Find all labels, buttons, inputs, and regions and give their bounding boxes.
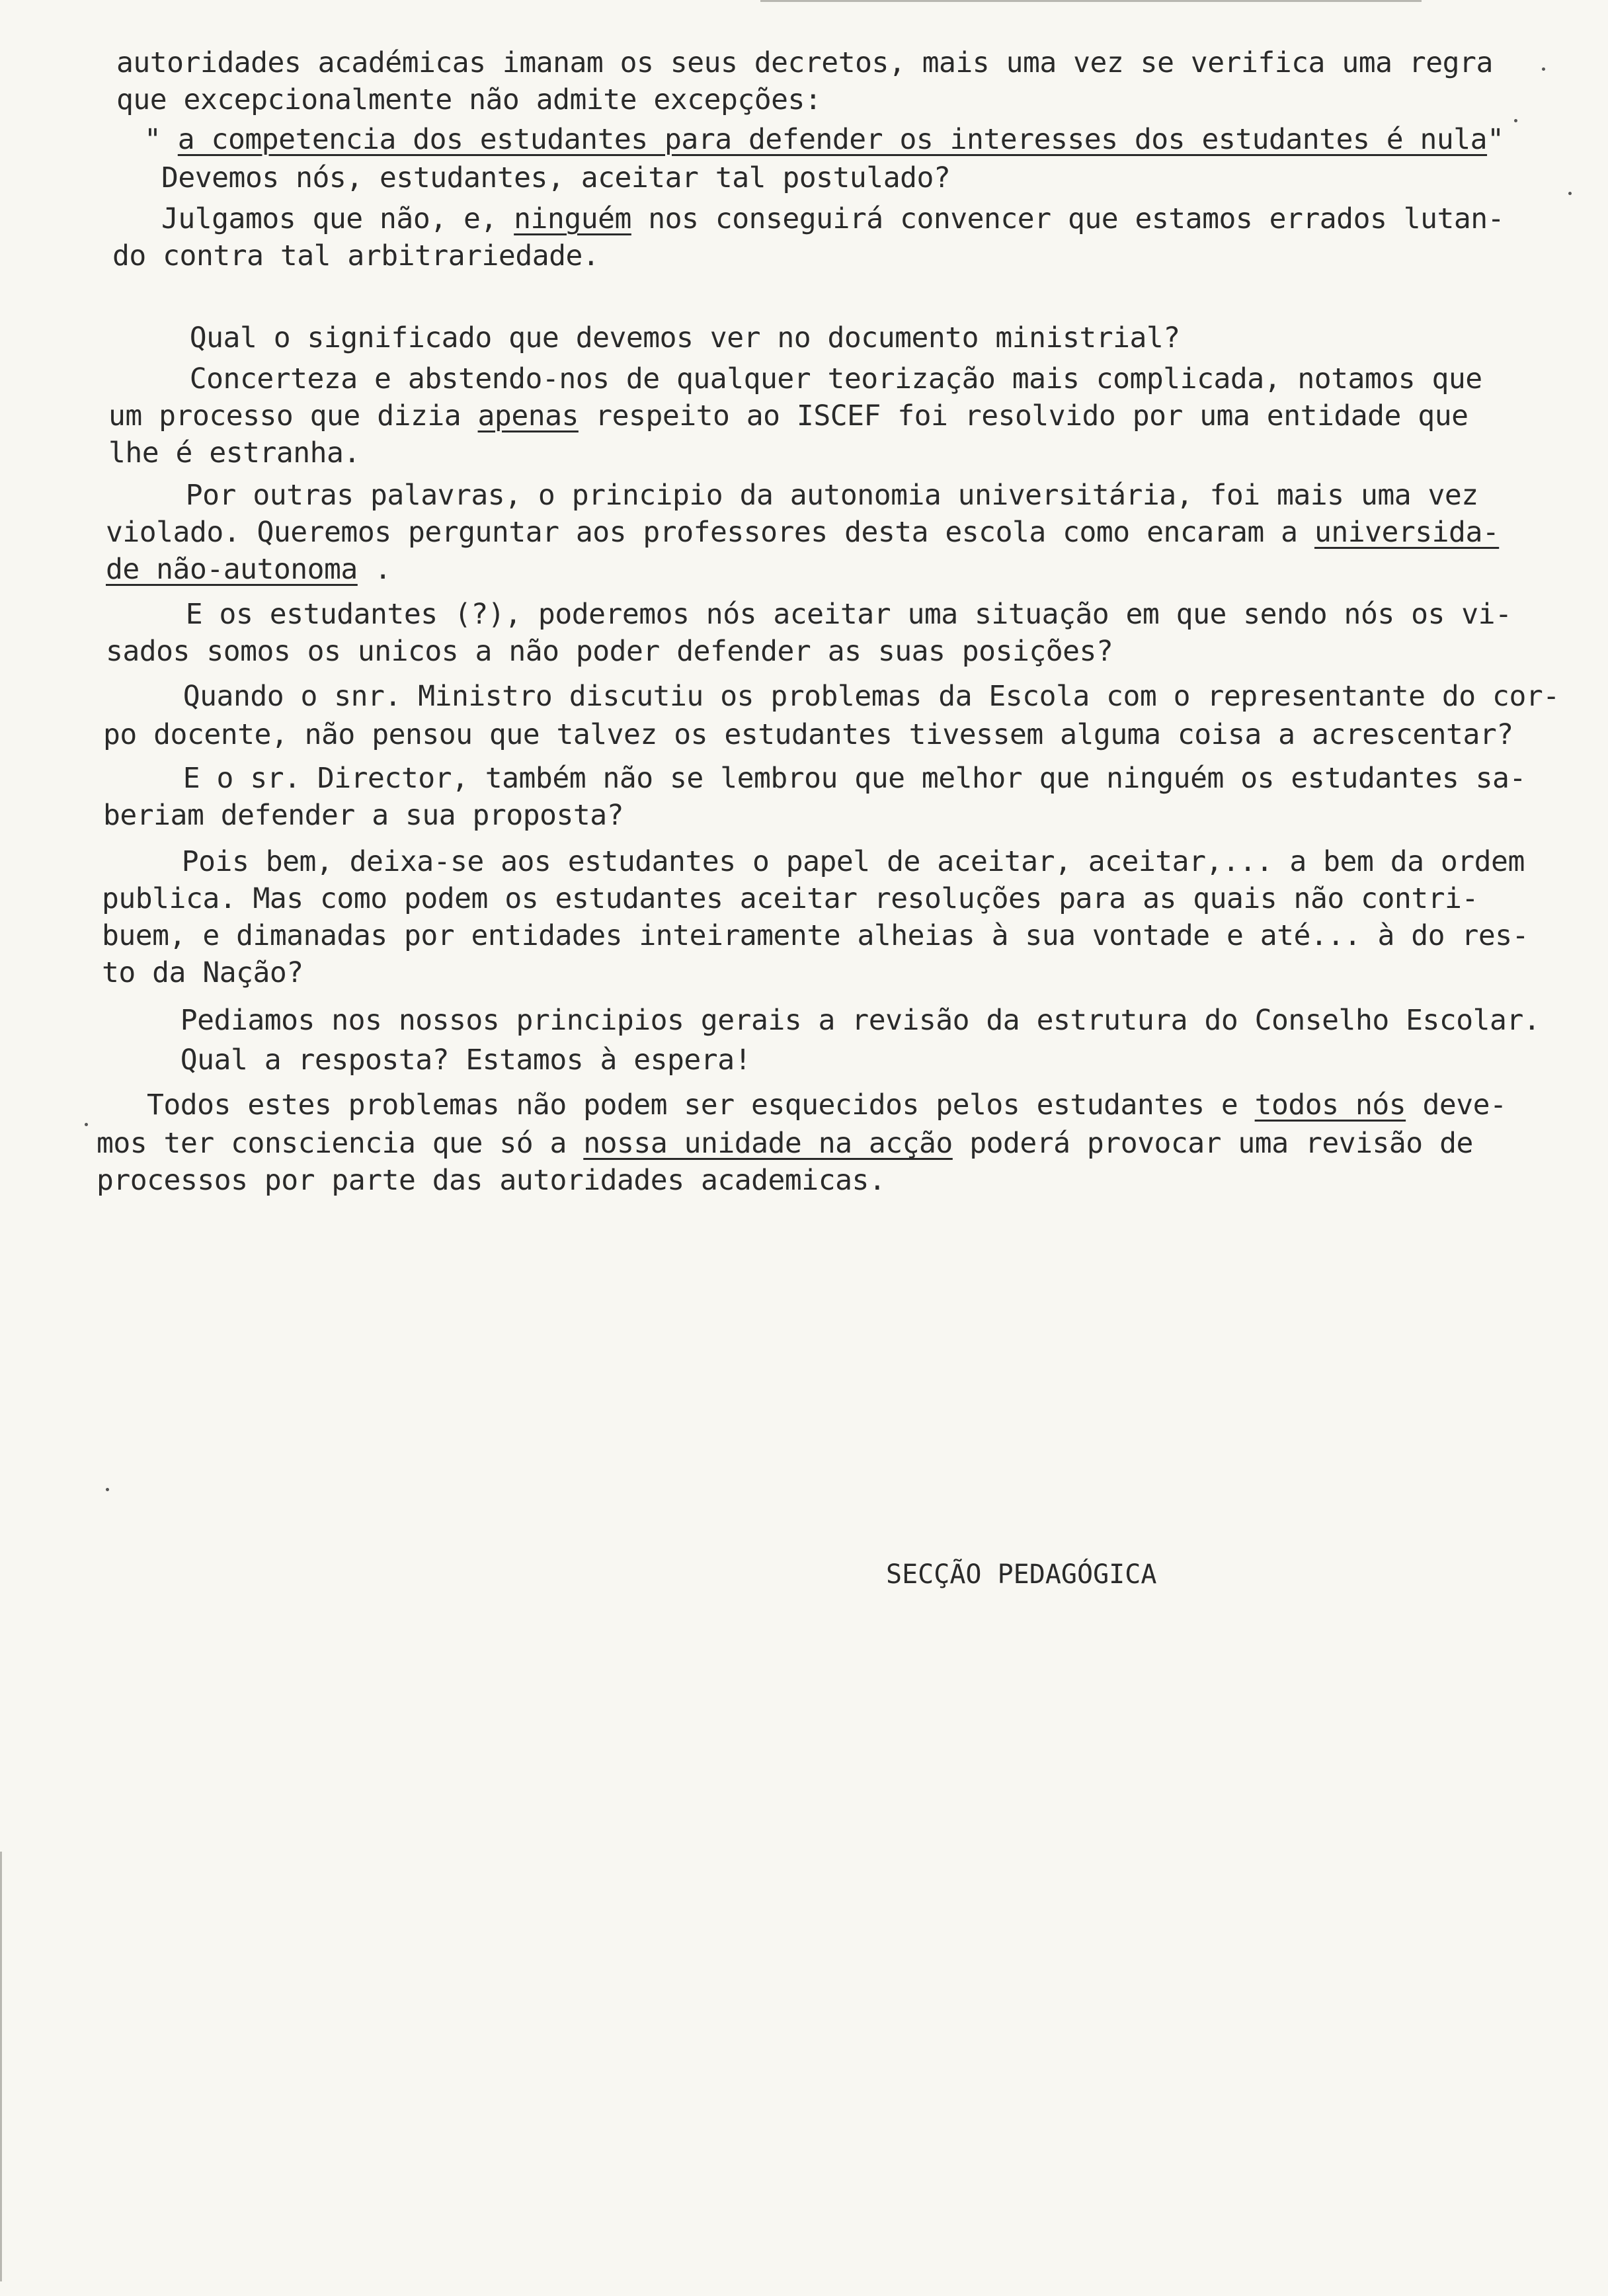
body-line: Devemos nós, estudantes, aceitar tal postulado? bbox=[161, 161, 951, 194]
body-line: do contra tal arbitrariedade. bbox=[112, 239, 600, 272]
body-line: Concerteza e abstendo-nos de qualquer teorização mais complicada, notamos que bbox=[156, 362, 1482, 395]
body-line: autoridades académicas imanam os seus decretos, mais uma vez se verifica uma regra bbox=[116, 46, 1493, 79]
top-edge-shadow bbox=[760, 0, 1422, 2]
underlined-nao-autonoma: de não-autonoma bbox=[106, 553, 358, 586]
speck bbox=[85, 1123, 88, 1126]
body-line: violado. Queremos perguntar aos professores desta escola como encaram a universida- bbox=[106, 516, 1500, 549]
body-line: de não-autonoma . bbox=[106, 553, 391, 586]
body-line: Julgamos que não, e, ninguém nos conseguirá convencer que estamos errados lutan- bbox=[161, 202, 1505, 235]
signature-section: SECÇÃO PEDAGÓGICA bbox=[886, 1559, 1157, 1590]
body-line: Qual o significado que devemos ver no documento ministrial? bbox=[156, 321, 1180, 354]
body-line: Pois bem, deixa-se aos estudantes o papel de aceitar, aceitar,... a bem da ordem bbox=[148, 845, 1525, 878]
body-line: po docente, não pensou que talvez os estudantes tivessem alguma coisa a acrescentar? bbox=[103, 718, 1513, 751]
body-line: sados somos os unicos a não poder defender as suas posições? bbox=[106, 635, 1113, 668]
body-line: Todos estes problemas não podem ser esquecidos pelos estudantes e todos nós deve- bbox=[147, 1088, 1507, 1122]
speck bbox=[1514, 119, 1517, 122]
body-line: lhe é estranha. bbox=[108, 436, 360, 470]
body-line: um processo que dizia apenas respeito ao ISCEF foi resolvido por uma entidade que bbox=[108, 399, 1468, 432]
underlined-quote: a competencia dos estudantes para defender os interesses dos estudantes é nula bbox=[177, 123, 1488, 156]
body-line: Por outras palavras, o principio da autonomia universitária, foi mais uma vez bbox=[152, 479, 1478, 512]
underlined-universida: universida- bbox=[1314, 516, 1500, 549]
body-line: publica. Mas como podem os estudantes aceitar resoluções para as quais não contri- bbox=[102, 882, 1478, 915]
body-line: Quando o snr. Ministro discutiu os problemas da Escola com o representante do cor- bbox=[149, 680, 1560, 713]
body-line: processos por parte das autoridades academicas. bbox=[97, 1164, 886, 1197]
underlined-ninguem: ninguém bbox=[514, 202, 631, 235]
body-line: Pediamos nos nossos principios gerais a revisão da estrutura do Conselho Escolar. bbox=[147, 1004, 1541, 1037]
body-line: E o sr. Director, também não se lembrou que melhor que ninguém os estudantes sa- bbox=[149, 762, 1526, 795]
underlined-nossa-unidade: nossa unidade na acção bbox=[583, 1127, 953, 1160]
underlined-todos-nos: todos nós bbox=[1254, 1088, 1406, 1122]
body-line: to da Nação? bbox=[102, 956, 303, 989]
body-line: E os estudantes (?), poderemos nós aceitar uma situação em que sendo nós os vi- bbox=[152, 598, 1512, 631]
body-line: que excepcionalmente não admite excepções: bbox=[116, 83, 822, 116]
speck bbox=[106, 1488, 109, 1491]
body-line: beriam defender a sua proposta? bbox=[103, 799, 624, 832]
body-line: Qual a resposta? Estamos à espera! bbox=[147, 1044, 751, 1077]
quote-line: " a competencia dos estudantes para defender os interesses dos estudantes é nula" bbox=[144, 123, 1504, 156]
speck bbox=[1542, 67, 1545, 71]
body-line: mos ter consciencia que só a nossa unidade na acção poderá provocar uma revisão de bbox=[97, 1127, 1473, 1160]
left-edge-shadow bbox=[0, 1852, 2, 2281]
speck bbox=[1568, 192, 1572, 195]
body-line: buem, e dimanadas por entidades inteiramente alheias à sua vontade e até... à do res- bbox=[102, 919, 1529, 952]
underlined-apenas: apenas bbox=[477, 399, 579, 432]
